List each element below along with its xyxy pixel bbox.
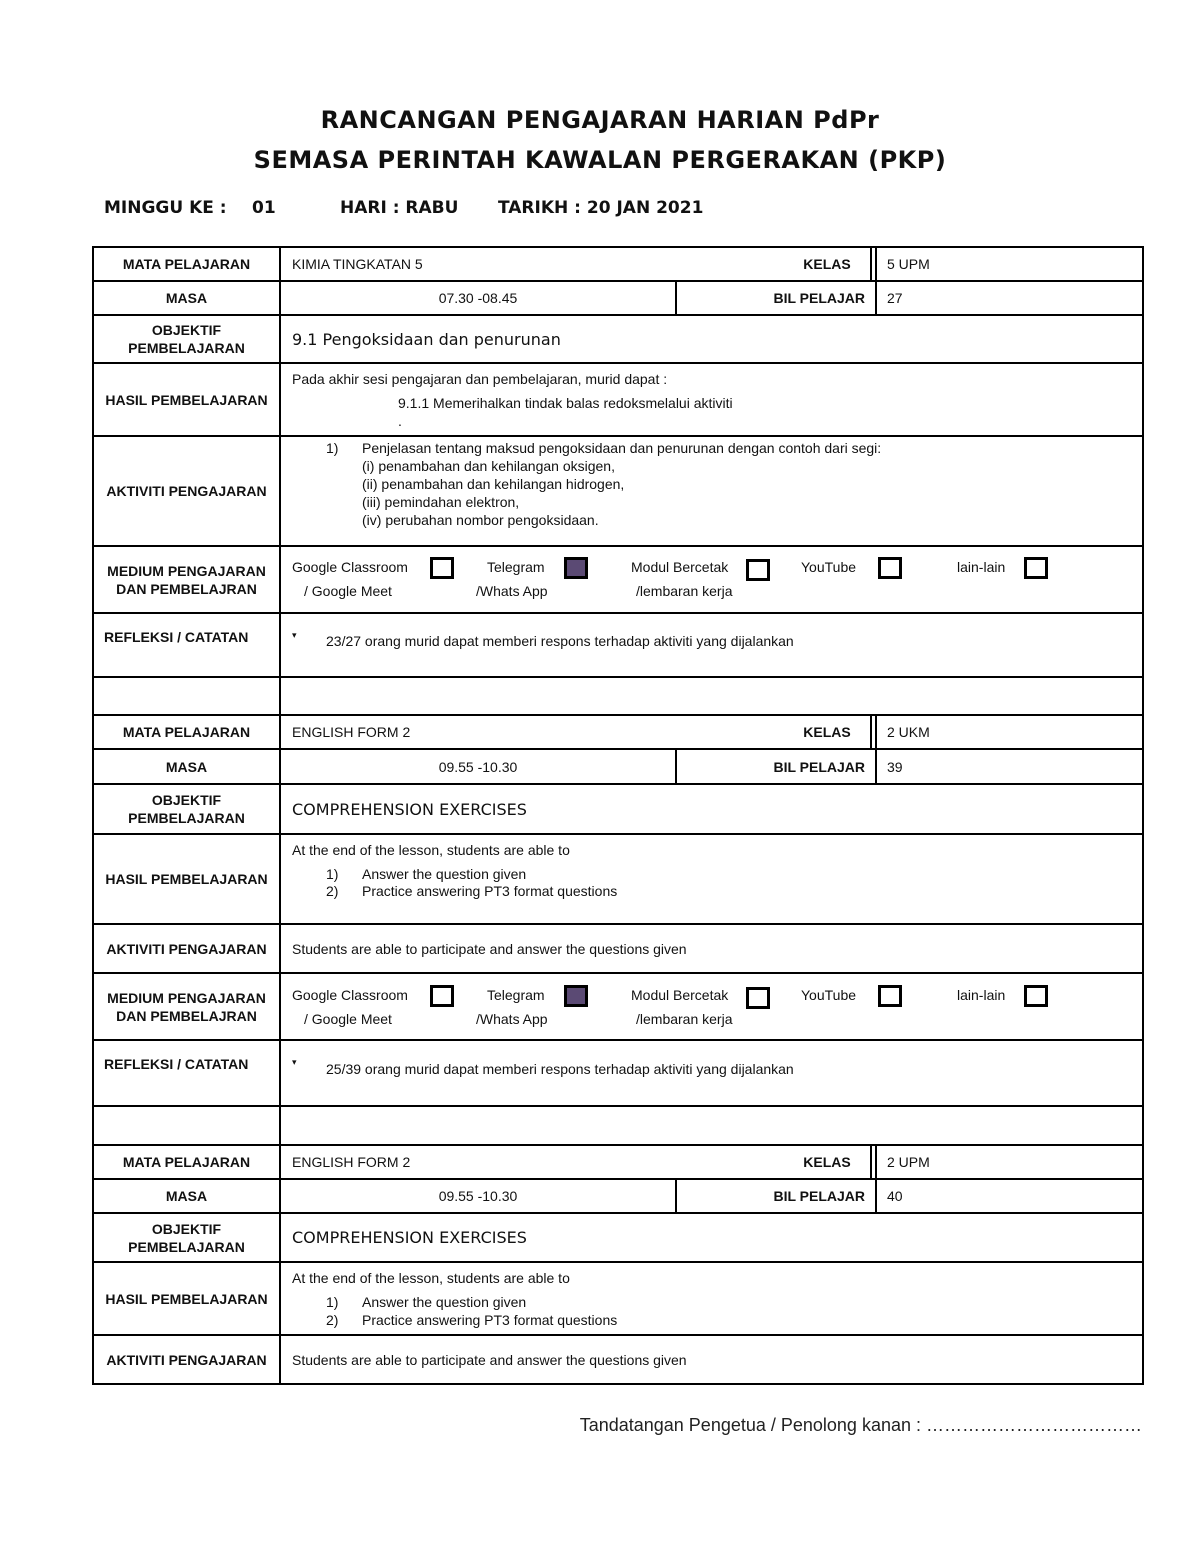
lesson3-objektif-row [92,1214,1144,1263]
masa-label: MASA [94,282,281,314]
minggu-label: MINGGU KE : [104,198,227,218]
masa-value: 09.55 -10.30 [281,1180,677,1212]
document-subtitle: SEMASA PERINTAH KAWALAN PERGERAKAN (PKP) [253,146,947,174]
subject-value: KIMIA TINGKATAN 5 [281,248,872,280]
aktiviti-line: (iv) perubahan nombor pengoksidaan. [362,512,599,528]
masa-value: 09.55 -10.30 [281,750,677,783]
media-google-meet: / Google Meet [304,583,392,599]
lesson-plan-table [92,246,1144,1385]
checkbox-google[interactable] [430,985,454,1007]
aktiviti-number: 1) [326,440,339,456]
refleksi-label: REFLEKSI / CATATAN [94,1041,281,1105]
lesson1-objektif-row [92,316,1144,364]
checkbox-lain-lain[interactable] [1024,985,1048,1007]
kelas-value: 5 UPM [887,256,930,272]
objektif-label: OBJEKTIF PEMBELAJARAN [94,1214,281,1261]
media-lain-lain: lain-lain [957,987,1006,1003]
lesson1-aktiviti-row [92,437,1144,547]
checkbox-youtube[interactable] [878,985,902,1007]
aktiviti-line: (iii) pemindahan elektron, [362,494,520,510]
aktiviti-line: (ii) penambahan dan kehilangan hidrogen, [362,476,625,492]
aktiviti-label: AKTIVITI PENGAJARAN [94,437,281,545]
hasil-item: Answer the question given [362,1294,527,1310]
hasil-item: Practice answering PT3 format questions [362,1312,618,1328]
lesson2-subject-row [92,716,1144,750]
bil-pelajar-value: 40 [887,1188,903,1204]
media-whatsapp: /Whats App [476,583,548,599]
lesson1-subject-row [92,248,1144,282]
media-telegram: Telegram [487,559,545,575]
masa-label: MASA [94,1180,281,1212]
hasil-intro: At the end of the lesson, students are able to [292,842,570,858]
medium-label: MEDIUM PENGAJARAN DAN PEMBELAJRAN [94,974,281,1039]
checkbox-youtube[interactable] [878,557,902,579]
objektif-label: OBJEKTIF PEMBELAJARAN [94,785,281,833]
media-modul-bercetak: Modul Bercetak [631,987,729,1003]
checkbox-telegram-checked[interactable] [564,985,588,1007]
spacer-cell [94,1107,281,1144]
hasil-intro: At the end of the lesson, students are able to [292,1270,570,1286]
hasil-item: . [398,413,402,429]
media-lembaran-kerja: /lembaran kerja [636,583,733,599]
mata-pelajaran-label: MATA PELAJARAN [94,1146,281,1178]
kelas-label: KELAS [779,716,877,748]
subject-value: ENGLISH FORM 2 [281,1146,872,1178]
hasil-label: HASIL PEMBELAJARAN [94,364,281,435]
media-youtube: YouTube [801,987,857,1003]
media-google-classroom: Google Classroom [292,987,408,1003]
lesson2-aktiviti-row [92,925,1144,974]
lesson1-masa-row [92,282,1144,316]
media-youtube: YouTube [801,559,857,575]
bullet-arrow-icon: ▾ [292,1057,297,1067]
bullet-arrow-icon: ▾ [292,630,297,640]
lesson3-hasil-row [92,1263,1144,1336]
lesson2-hasil-row [92,835,1144,925]
bil-pelajar-label: BIL PELAJAR [677,282,877,314]
bil-pelajar-label: BIL PELAJAR [677,1180,877,1212]
minggu-value: 01 [252,198,276,218]
objektif-value: COMPREHENSION EXERCISES [292,799,527,819]
media-lain-lain: lain-lain [957,559,1006,575]
hasil-intro: Pada akhir sesi pengajaran dan pembelajaran, murid dapat : [292,371,668,387]
hasil-item: Answer the question given [362,866,527,882]
media-whatsapp: /Whats App [476,1011,548,1027]
masa-label: MASA [94,750,281,783]
spacer-row [92,678,1144,716]
aktiviti-value: Students are able to participate and answer the questions given [292,940,687,957]
objektif-value: COMPREHENSION EXERCISES [292,1228,527,1247]
hasil-item: 9.1.1 Memerihalkan tindak balas redoksmelalui aktiviti [398,395,733,411]
hasil-label: HASIL PEMBELAJARAN [94,835,281,923]
kelas-value: 2 UPM [887,1154,930,1170]
lesson1-hasil-row [92,364,1144,437]
hasil-number: 1) [326,1294,339,1310]
lesson1-refleksi-row [92,614,1144,678]
checkbox-lain-lain[interactable] [1024,557,1048,579]
media-lembaran-kerja: /lembaran kerja [636,1011,733,1027]
lesson3-aktiviti-row [92,1336,1144,1385]
aktiviti-label: AKTIVITI PENGAJARAN [94,1336,281,1383]
document-title: RANCANGAN PENGAJARAN HARIAN PdPr [320,106,880,134]
refleksi-value: 25/39 orang murid dapat memberi respons terhadap aktiviti yang dijalankan [326,1061,794,1077]
hasil-number: 2) [326,1312,339,1328]
lesson1-medium-row [92,547,1144,614]
media-google-classroom: Google Classroom [292,559,408,575]
lesson2-medium-row [92,974,1144,1041]
media-telegram: Telegram [487,987,545,1003]
subject-value: ENGLISH FORM 2 [281,716,872,748]
aktiviti-line: (i) penambahan dan kehilangan oksigen, [362,458,615,474]
masa-value: 07.30 -08.45 [281,282,677,314]
refleksi-value: 23/27 orang murid dapat memberi respons terhadap aktiviti yang dijalankan [326,633,794,649]
media-google-meet: / Google Meet [304,1011,392,1027]
lesson2-masa-row [92,750,1144,785]
media-modul-bercetak: Modul Bercetak [631,559,729,575]
spacer-row [92,1107,1144,1146]
aktiviti-value: Students are able to participate and answer the questions given [292,1351,687,1368]
aktiviti-line: Penjelasan tentang maksud pengoksidaan dan penurunan dengan contoh dari segi: [362,440,882,456]
hasil-number: 1) [326,866,339,882]
mata-pelajaran-label: MATA PELAJARAN [94,716,281,748]
objektif-value: 9.1 Pengoksidaan dan penurunan [292,329,561,349]
objektif-label: OBJEKTIF PEMBELAJARAN [94,316,281,362]
bil-pelajar-value: 27 [887,290,903,306]
kelas-value: 2 UKM [887,724,930,740]
bil-pelajar-label: BIL PELAJAR [677,750,877,783]
checkbox-modul[interactable] [746,987,770,1009]
signature-line: Tandatangan Pengetua / Penolong kanan : ……………………………… [579,1415,1142,1435]
hasil-label: HASIL PEMBELAJARAN [94,1263,281,1334]
refleksi-label: REFLEKSI / CATATAN [94,614,281,676]
lesson2-objektif-row [92,785,1144,835]
tarikh-label: TARIKH : 20 JAN 2021 [498,198,704,218]
lesson2-refleksi-row [92,1041,1144,1107]
kelas-label: KELAS [779,248,877,280]
bil-pelajar-value: 39 [887,758,903,775]
lesson3-subject-row [92,1146,1144,1180]
aktiviti-label: AKTIVITI PENGAJARAN [94,925,281,972]
checkbox-modul[interactable] [746,559,770,581]
hari-label: HARI : RABU [340,198,459,218]
hasil-item: Practice answering PT3 format questions [362,883,618,899]
checkbox-telegram-checked[interactable] [564,557,588,579]
checkbox-google[interactable] [430,557,454,579]
hasil-number: 2) [326,883,339,899]
medium-label: MEDIUM PENGAJARAN DAN PEMBELAJRAN [94,547,281,612]
kelas-label: KELAS [779,1146,877,1178]
spacer-cell [94,678,281,714]
lesson3-masa-row [92,1180,1144,1214]
mata-pelajaran-label: MATA PELAJARAN [94,248,281,280]
